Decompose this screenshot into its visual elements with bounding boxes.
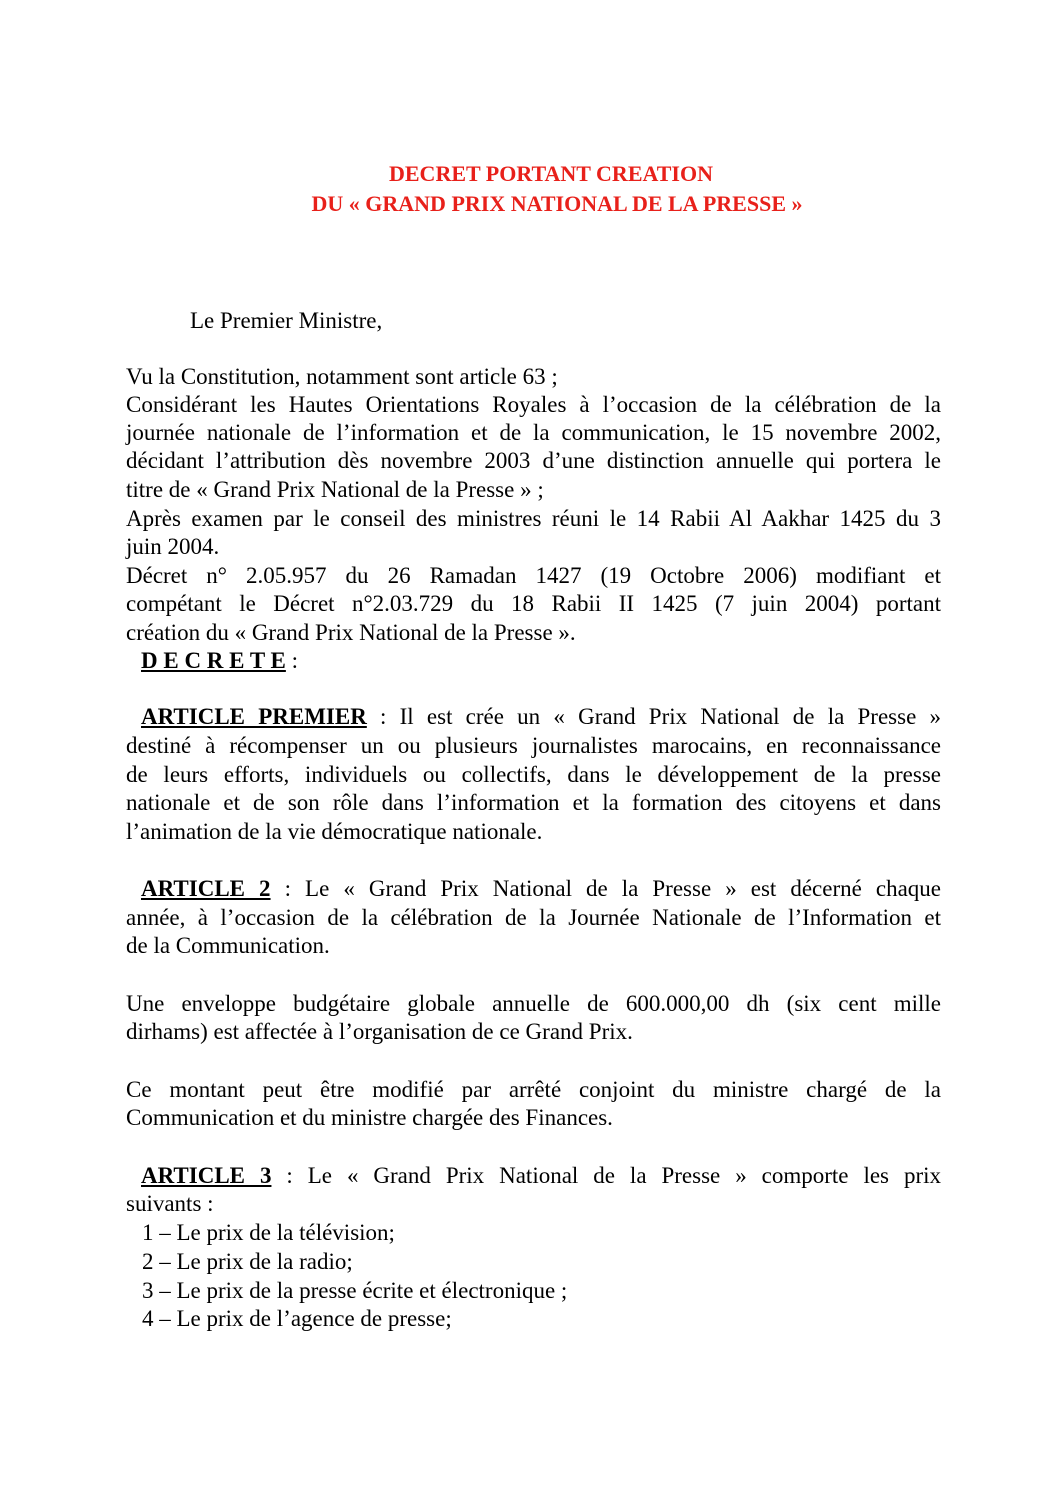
article-2-line: année, à l’occasion de la célébration de la Journée Nationale de l’Information et (126, 905, 941, 930)
decrete-suffix: : (285, 648, 299, 673)
preamble-line: Considérant les Hautes Orientations Royales à l’occasion de la célébration de la (126, 392, 941, 417)
article-1-line: destiné à récompenser un ou plusieurs journalistes marocains, en reconnaissance (126, 733, 941, 758)
article-1-line: nationale et de son rôle dans l’information et la formation des citoyens et dans (126, 790, 941, 815)
preamble-line: Vu la Constitution, notamment sont article 63 ; (126, 364, 558, 389)
preamble-line: décidant l’attribution dès novembre 2003 d’une distinction annuelle qui portera le (126, 448, 941, 473)
decrete-label: D E C R E T E (141, 648, 286, 673)
article-2-amount-line: Communication et du ministre chargée des Finances. (126, 1105, 613, 1130)
article-3-label: ARTICLE 3 (141, 1163, 272, 1188)
article-2-text: : Le « Grand Prix National de la Presse » est décerné chaque (270, 876, 941, 901)
prize-list-item: 1 – Le prix de la télévision; (142, 1220, 395, 1245)
preamble-line: Après examen par le conseil des ministres réuni le 14 Rabii Al Aakhar 1425 du 3 (126, 506, 941, 531)
prize-list-item: 2 – Le prix de la radio; (142, 1249, 353, 1274)
preamble-line: Décret n° 2.05.957 du 26 Ramadan 1427 (19 Octobre 2006) modifiant et (126, 563, 941, 588)
preamble-line: création du « Grand Prix National de la Presse ». (126, 620, 576, 645)
article-2-amount-line: Ce montant peut être modifié par arrêté conjoint du ministre chargé de la (126, 1077, 941, 1102)
article-1-first-line (141, 703, 941, 731)
article-3-text: : Le « Grand Prix National de la Presse » comporte les prix (271, 1163, 941, 1188)
prize-list-item: 3 – Le prix de la presse écrite et électronique ; (142, 1278, 568, 1303)
article-2-budget-line: dirhams) est affectée à l’organisation de ce Grand Prix. (126, 1019, 633, 1044)
article-2-label: ARTICLE 2 (141, 876, 271, 901)
preamble-line: titre de « Grand Prix National de la Presse » ; (126, 477, 544, 502)
article-2-line: de la Communication. (126, 933, 330, 958)
article-1-text: : Il est crée un « Grand Prix National de la Presse » (366, 704, 941, 729)
addressee: Le Premier Ministre, (190, 308, 383, 333)
decree-title-line-2: DU « GRAND PRIX NATIONAL DE LA PRESSE » (311, 191, 803, 216)
article-1-line: l’animation de la vie démocratique nationale. (126, 819, 543, 844)
article-2-first-line (141, 875, 941, 903)
decree-title-line-1: DECRET PORTANT CREATION (389, 161, 713, 186)
preamble-line: journée nationale de l’information et de la communication, le 15 novembre 2002, (126, 420, 941, 445)
article-1-line: de leurs efforts, individuels ou collectifs, dans le développement de la presse (126, 762, 941, 787)
article-1-label: ARTICLE PREMIER (141, 704, 367, 729)
decrete-heading (141, 647, 298, 675)
preamble-line: compétant le Décret n°2.03.729 du 18 Rabii II 1425 (7 juin 2004) portant (126, 591, 941, 616)
article-2-budget-line: Une enveloppe budgétaire globale annuelle de 600.000,00 dh (six cent mille (126, 991, 941, 1016)
article-3-first-line (141, 1162, 941, 1190)
prize-list-item: 4 – Le prix de l’agence de presse; (142, 1306, 452, 1331)
article-3-line: suivants : (126, 1191, 214, 1216)
preamble-line: juin 2004. (126, 534, 220, 559)
